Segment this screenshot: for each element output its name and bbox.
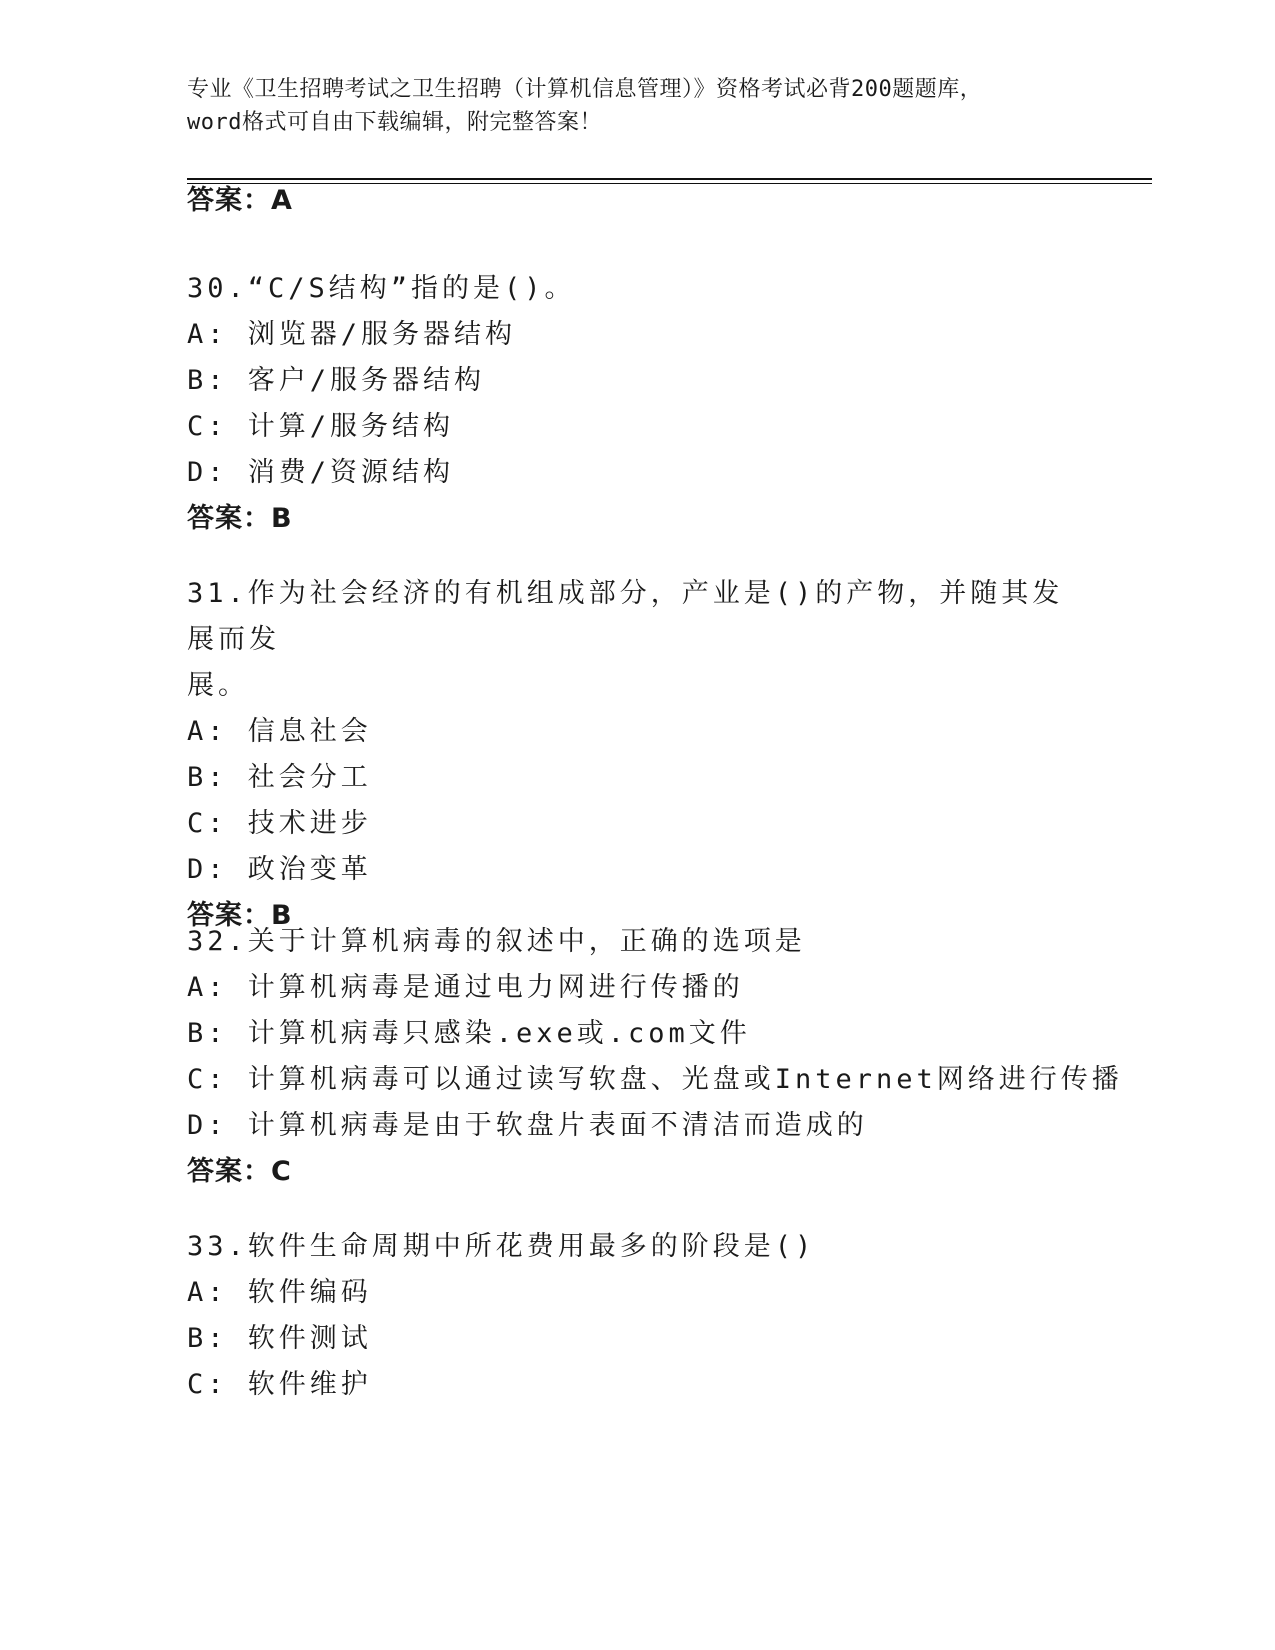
option-c: C: 技术进步	[187, 808, 372, 839]
question-30	[187, 266, 1087, 542]
answer-previous	[187, 178, 1087, 224]
option-c: C: 计算/服务结构	[187, 411, 455, 442]
option-d: D: 消费/资源结构	[187, 457, 455, 488]
question-stem-line-2: 展。	[187, 670, 249, 701]
header-line-2: word格式可自由下载编辑，附完整答案！	[187, 110, 602, 135]
option-a: A: 信息社会	[187, 716, 372, 747]
option-c: C: 计算机病毒可以通过读写软盘、光盘或Internet网络进行传播	[187, 1064, 1123, 1095]
question-stem: 33.软件生命周期中所花费用最多的阶段是()	[187, 1231, 816, 1262]
question-stem: 32.关于计算机病毒的叙述中，正确的选项是	[187, 926, 806, 957]
option-c: C: 软件维护	[187, 1369, 372, 1400]
option-a: A: 浏览器/服务器结构	[187, 319, 517, 350]
question-31	[187, 571, 1087, 939]
option-a: A: 计算机病毒是通过电力网进行传播的	[187, 972, 744, 1003]
document-page	[187, 0, 1147, 1650]
question-33	[187, 1224, 1087, 1408]
answer-line: 答案：B	[187, 503, 293, 534]
question-32	[187, 919, 1123, 1195]
option-b: B: 社会分工	[187, 762, 372, 793]
question-stem: 30.“C/S结构”指的是()。	[187, 273, 576, 304]
header-line-1: 专业《卫生招聘考试之卫生招聘（计算机信息管理）》资格考试必背200题题库，	[187, 77, 983, 102]
option-d: D: 计算机病毒是由于软盘片表面不清洁而造成的	[187, 1110, 868, 1141]
option-a: A: 软件编码	[187, 1277, 372, 1308]
answer-line: 答案：A	[187, 185, 293, 216]
document-header	[187, 73, 1087, 139]
answer-line: 答案：C	[187, 1156, 292, 1187]
answer-line: 答案：B	[187, 900, 293, 931]
option-b: B: 计算机病毒只感染.exe或.com文件	[187, 1018, 751, 1049]
option-d: D: 政治变革	[187, 854, 372, 885]
option-b: B: 客户/服务器结构	[187, 365, 486, 396]
option-b: B: 软件测试	[187, 1323, 372, 1354]
question-stem-line-1: 31.作为社会经济的有机组成部分，产业是()的产物，并随其发展而发	[187, 578, 1064, 655]
